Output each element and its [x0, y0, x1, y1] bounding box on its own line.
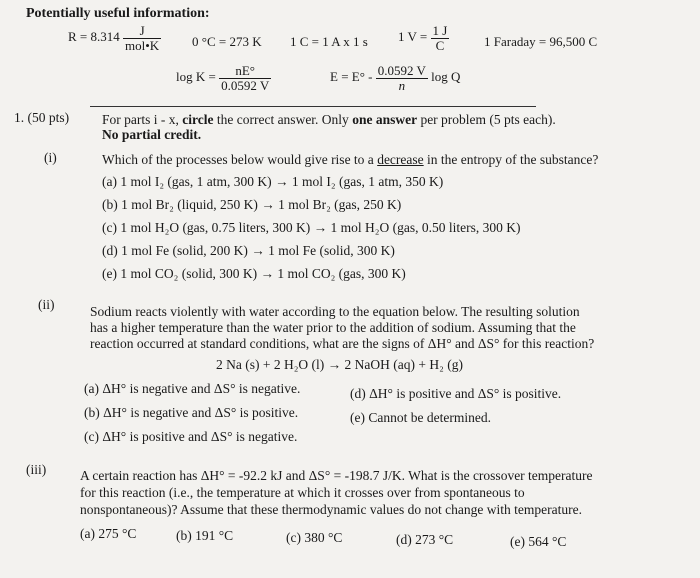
instructions-emphasis: circle	[182, 112, 214, 127]
part-ii-equation: 2 Na (s) + 2 H₂O (l) → 2 NaOH (aq) + H₂ (g)	[216, 357, 463, 372]
gas-constant-units-den: mol•K	[125, 37, 160, 53]
part-iii-choice-a[interactable]: (a) 275 °C	[80, 526, 137, 541]
part-ii-choice-a[interactable]: (a) ΔH° is negative and ΔS° is negative.	[84, 381, 301, 396]
part-iii-line-2: for this reaction (i.e., the temperature at which it crosses over from spontaneous to	[80, 485, 525, 500]
part-ii-line-3: reaction occurred at standard conditions, what are the signs of ΔH° and ΔS° for this reaction?	[90, 336, 595, 351]
logk-den: 0.0592 V	[221, 77, 270, 93]
volt-def-num: 1 J	[432, 23, 448, 38]
part-i-choice-b[interactable]: (b) 1 mol Br₂ (liquid, 250 K) → 1 mol Br₂ (gas, 250 K)	[102, 197, 402, 212]
part-ii-choice-e[interactable]: (e) Cannot be determined.	[350, 410, 491, 425]
part-ii-choice-c[interactable]: (c) ΔH° is positive and ΔS° is negative.	[84, 429, 298, 444]
part-i-label: (i)	[44, 150, 57, 165]
logk-frac	[219, 64, 271, 92]
part-i-choice-e[interactable]: (e) 1 mol CO₂ (solid, 300 K) → 1 mol CO₂ (gas, 300 K)	[102, 266, 406, 281]
nernst-num: 0.0592 V	[377, 63, 426, 78]
part-iii-line-1: A certain reaction has ΔH° = -92.2 kJ and ΔS° = -198.7 J/K. What is the crossover temperature	[80, 468, 593, 483]
volt-def-den: C	[435, 37, 445, 53]
nernst-label: E = E° -	[330, 69, 373, 85]
nernst-frac	[376, 64, 428, 92]
part-iii-choice-b[interactable]: (b) 191 °C	[176, 528, 234, 543]
instructions-emphasis: one answer	[352, 112, 418, 127]
part-i-stem-underline: decrease	[377, 152, 424, 167]
gas-constant	[68, 24, 161, 52]
nernst-den: n	[398, 77, 406, 93]
part-i-stem-text: Which of the processes below would give rise to a	[102, 152, 378, 167]
part-i-choice-d[interactable]: (d) 1 mol Fe (solid, 200 K) → 1 mol Fe (solid, 300 K)	[102, 243, 395, 258]
instructions-part: the correct answer. Only	[213, 112, 353, 127]
nernst-equation	[330, 64, 460, 92]
part-ii-choice-b[interactable]: (b) ΔH° is negative and ΔS° is positive.	[84, 405, 299, 420]
instructions-part: For parts i - x,	[102, 112, 183, 127]
part-ii-choice-d[interactable]: (d) ΔH° is positive and ΔS° is positive.	[350, 386, 562, 401]
logk-equation	[176, 64, 271, 92]
info-title: Potentially useful information:	[26, 6, 210, 21]
logk-label: log K =	[176, 69, 216, 85]
part-i-stem-text: in the entropy of the substance?	[423, 152, 599, 167]
header-divider	[90, 106, 536, 107]
part-i-choice-a[interactable]: (a) 1 mol I₂ (gas, 1 atm, 300 K) → 1 mol I₂ (gas, 1 atm, 350 K)	[102, 174, 444, 189]
coulomb-def: 1 C = 1 A x 1 s	[290, 34, 368, 49]
nernst-rhs: log Q	[431, 69, 461, 85]
instructions-part: per problem (5 pts each).	[417, 112, 556, 127]
logk-num: nE°	[219, 64, 271, 79]
part-i-stem	[102, 152, 598, 168]
part-iii-label: (iii)	[26, 462, 47, 477]
volt-def-frac	[431, 24, 450, 52]
part-iii-choice-c[interactable]: (c) 380 °C	[286, 530, 343, 545]
volt-def	[398, 24, 449, 52]
part-iii-choice-d[interactable]: (d) 273 °C	[396, 532, 454, 547]
part-iii-line-3: nonspontaneous)? Assume that these thermodynamic values do not change with temperature.	[80, 502, 582, 517]
volt-def-label: 1 V =	[398, 29, 428, 45]
part-ii-label: (ii)	[38, 297, 55, 312]
instructions	[102, 112, 556, 128]
question-number: 1. (50 pts)	[14, 110, 70, 125]
zero-celsius: 0 °C = 273 K	[192, 34, 262, 49]
gas-constant-label: R = 8.314	[68, 29, 120, 45]
faraday-def: 1 Faraday = 96,500 C	[484, 34, 598, 49]
part-ii-line-2: has a higher temperature than the water prior to the addition of sodium. Assuming that the	[90, 320, 576, 335]
part-ii-line-1: Sodium reacts violently with water according to the equation below. The resulting solution	[90, 304, 580, 319]
gas-constant-units-num: J	[123, 24, 161, 39]
part-i-choice-c[interactable]: (c) 1 mol H₂O (gas, 0.75 liters, 300 K) → 1 mol H₂O (gas, 0.50 liters, 300 K)	[102, 220, 521, 235]
gas-constant-units	[123, 24, 161, 52]
instructions-line2: No partial credit.	[102, 127, 202, 142]
part-iii-choice-e[interactable]: (e) 564 °C	[510, 534, 567, 549]
